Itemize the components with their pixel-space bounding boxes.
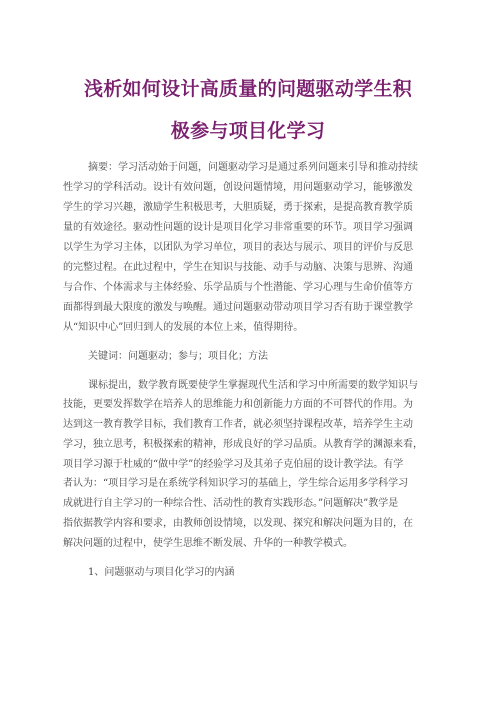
- body-line: 技能，更要发挥数学在培养人的思维能力和创新能力方面的不可替代的作用。为: [63, 399, 413, 410]
- body-line: 达到这一教育教学目标，我们教育工作者，就必须坚持课程改革，培养学生主动: [63, 419, 413, 430]
- document-title-line-2: 极参与项目化学习: [170, 120, 326, 142]
- abstract-line: 与合作、个体需求与主体经验、乐学品质与个性潜能、学习心理与生命价值等方: [63, 282, 413, 293]
- body-line: 解决问题的过程中，使学生思维不断发展、升华的一种教学模式。: [63, 538, 353, 549]
- abstract-line: 的完整过程。在此过程中，学生在知识与技能、动手与动脑、决策与思辨、沟通: [63, 262, 413, 273]
- abstract-line: 以学生为学习主体，以团队为学习单位，项目的表达与展示、项目的评价与反思: [63, 242, 413, 253]
- body-line: 学习，独立思考，积极探索的精神，形成良好的学习品质。从教育学的渊源来看，: [63, 439, 423, 450]
- abstract-line: 学生的学习兴趣，激励学生积极思考，大胆质疑，勇于探索，是提高教育教学质: [63, 202, 413, 213]
- body-line: 指依据教学内容和要求，由教师创设情境，以发现、探究和解决问题为目的，在: [63, 518, 413, 529]
- body-line: 者认为：“项目学习是在系统学科知识学习的基础上，学生综合运用多学科学习: [63, 478, 409, 489]
- abstract-line: 从“知识中心”回归到人的发展的本位上来，值得期待。: [63, 322, 304, 333]
- body-line: 课标提出，数学教育既要使学生掌握现代生活和学习中所需要的数学知识与: [88, 380, 418, 391]
- abstract-line: 摘要：学习活动始于问题，问题驱动学习是通过系列问题来引导和推动持续: [88, 162, 418, 173]
- keywords-line: 关键词：问题驱动；参与；项目化；方法: [88, 351, 268, 362]
- section-heading: 1、问题驱动与项目化学习的内涵: [88, 567, 235, 578]
- body-line: 成就进行自主学习的一种综合性、活动性的教育实践形态。”问题解决”教学是: [63, 498, 399, 509]
- body-line: 项目学习源于杜威的“做中学”的经验学习及其弟子克伯屈的设计教学法。有学: [63, 459, 404, 470]
- abstract-line: 性学习的学科活动。设计有效问题，创设问题情境，用问题驱动学习，能够激发: [63, 182, 413, 193]
- abstract-line: 量的有效途径。驱动性问题的设计是项目化学习非常重要的环节。项目学习强调: [63, 222, 413, 233]
- abstract-line: 面都得到最大限度的激发与唤醒。通过问题驱动带动项目学习否有助于课堂教学: [63, 302, 413, 313]
- document-title-line-1: 浅析如何设计高质量的问题驱动学生积: [83, 78, 413, 100]
